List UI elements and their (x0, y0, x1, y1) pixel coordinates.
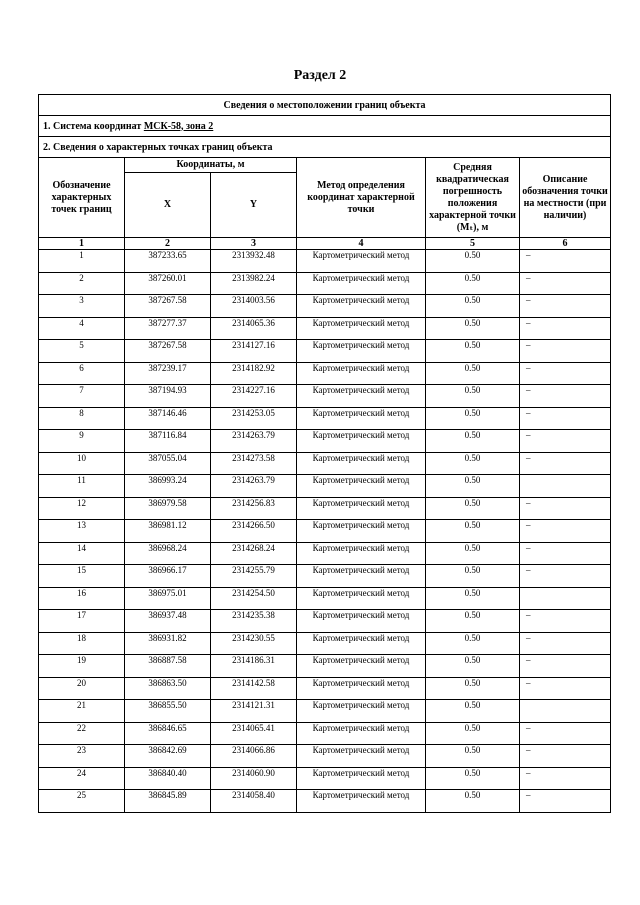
table-row (39, 655, 611, 678)
cell-y: 2314230.55 (211, 632, 297, 655)
cell-error: 0.50 (426, 610, 520, 633)
cell-point-number: 24 (39, 767, 125, 790)
cell-x: 387267.58 (125, 295, 211, 318)
table-row (39, 745, 611, 768)
cell-description (520, 700, 611, 723)
cell-description: – (520, 497, 611, 520)
cell-description: – (520, 520, 611, 543)
column-number: 4 (297, 238, 426, 250)
cell-description: – (520, 542, 611, 565)
cell-x: 387194.93 (125, 385, 211, 408)
cell-method: Картометрический метод (297, 407, 426, 430)
cell-method: Картометрический метод (297, 340, 426, 363)
cell-method: Картометрический метод (297, 655, 426, 678)
cell-x: 386993.24 (125, 475, 211, 498)
cell-error: 0.50 (426, 632, 520, 655)
cell-point-number: 3 (39, 295, 125, 318)
cell-x: 386855.50 (125, 700, 211, 723)
cell-method: Картометрический метод (297, 632, 426, 655)
cell-description: – (520, 407, 611, 430)
cell-description: – (520, 295, 611, 318)
cell-error: 0.50 (426, 565, 520, 588)
header-method: Метод определения координат характерной точки (297, 158, 426, 238)
cell-point-number: 7 (39, 385, 125, 408)
table-title: Сведения о местоположении границ объекта (39, 95, 611, 116)
cell-point-number: 13 (39, 520, 125, 543)
cell-y: 2314256.83 (211, 497, 297, 520)
cell-error: 0.50 (426, 407, 520, 430)
column-numbers-row (39, 238, 611, 250)
cell-point-number: 18 (39, 632, 125, 655)
cell-description: – (520, 250, 611, 273)
cell-method: Картометрический метод (297, 385, 426, 408)
cell-point-number: 15 (39, 565, 125, 588)
header-description: Описание обозначения точки на местности (при наличии) (520, 158, 611, 238)
cell-method: Картометрический метод (297, 362, 426, 385)
cell-method: Картометрический метод (297, 542, 426, 565)
column-number: 5 (426, 238, 520, 250)
table-row (39, 340, 611, 363)
table-row (39, 632, 611, 655)
table-row (39, 272, 611, 295)
table-row (39, 317, 611, 340)
cell-error: 0.50 (426, 745, 520, 768)
cell-point-number: 10 (39, 452, 125, 475)
cell-error: 0.50 (426, 385, 520, 408)
cell-description: – (520, 610, 611, 633)
cell-y: 2314066.86 (211, 745, 297, 768)
header-designation: Обозначение характерных точек границ (39, 158, 125, 238)
coordinate-system-label: 1. Система координат (43, 120, 144, 132)
cell-error: 0.50 (426, 677, 520, 700)
cell-y: 2314268.24 (211, 542, 297, 565)
table-row (39, 767, 611, 790)
cell-x: 386979.58 (125, 497, 211, 520)
cell-y: 2314266.50 (211, 520, 297, 543)
cell-error: 0.50 (426, 542, 520, 565)
cell-y: 2314142.58 (211, 677, 297, 700)
cell-error: 0.50 (426, 250, 520, 273)
cell-description (520, 587, 611, 610)
cell-error: 0.50 (426, 295, 520, 318)
cell-point-number: 14 (39, 542, 125, 565)
cell-y: 2314227.16 (211, 385, 297, 408)
cell-y: 2314235.38 (211, 610, 297, 633)
table-row (39, 520, 611, 543)
cell-description: – (520, 632, 611, 655)
table-row (39, 542, 611, 565)
cell-description: – (520, 790, 611, 813)
cell-method: Картометрический метод (297, 565, 426, 588)
cell-x: 387116.84 (125, 430, 211, 453)
cell-y: 2314003.56 (211, 295, 297, 318)
cell-x: 386845.89 (125, 790, 211, 813)
cell-description: – (520, 340, 611, 363)
cell-description: – (520, 655, 611, 678)
cell-x: 387233.65 (125, 250, 211, 273)
cell-method: Картометрический метод (297, 767, 426, 790)
column-number: 3 (211, 238, 297, 250)
cell-method: Картометрический метод (297, 587, 426, 610)
table-row (39, 475, 611, 498)
table-row (39, 407, 611, 430)
cell-x: 386968.24 (125, 542, 211, 565)
table-row (39, 385, 611, 408)
cell-error: 0.50 (426, 722, 520, 745)
points-heading: 2. Сведения о характерных точках границ объекта (39, 137, 611, 158)
cell-point-number: 16 (39, 587, 125, 610)
cell-x: 386846.65 (125, 722, 211, 745)
cell-point-number: 17 (39, 610, 125, 633)
cell-method: Картометрический метод (297, 475, 426, 498)
cell-point-number: 20 (39, 677, 125, 700)
boundary-points-table (38, 94, 611, 813)
cell-point-number: 9 (39, 430, 125, 453)
cell-point-number: 8 (39, 407, 125, 430)
cell-description: – (520, 317, 611, 340)
cell-x: 386937.48 (125, 610, 211, 633)
page-title: Раздел 2 (293, 68, 347, 83)
table-row (39, 362, 611, 385)
cell-description: – (520, 430, 611, 453)
column-number: 2 (125, 238, 211, 250)
cell-description: – (520, 677, 611, 700)
cell-description: – (520, 385, 611, 408)
cell-y: 2314273.58 (211, 452, 297, 475)
cell-method: Картометрический метод (297, 272, 426, 295)
cell-point-number: 25 (39, 790, 125, 813)
cell-error: 0.50 (426, 272, 520, 295)
cell-point-number: 5 (39, 340, 125, 363)
table-row (39, 250, 611, 273)
cell-method: Картометрический метод (297, 317, 426, 340)
cell-x: 387267.58 (125, 340, 211, 363)
table-row (39, 430, 611, 453)
cell-method: Картометрический метод (297, 722, 426, 745)
cell-error: 0.50 (426, 452, 520, 475)
cell-method: Картометрический метод (297, 700, 426, 723)
cell-x: 387146.46 (125, 407, 211, 430)
cell-method: Картометрический метод (297, 250, 426, 273)
table-row (39, 790, 611, 813)
table-row (39, 722, 611, 745)
table-row (39, 295, 611, 318)
header-coordinates: Координаты, м (125, 158, 297, 173)
cell-y: 2314065.36 (211, 317, 297, 340)
cell-method: Картометрический метод (297, 677, 426, 700)
cell-method: Картометрический метод (297, 295, 426, 318)
cell-x: 387055.04 (125, 452, 211, 475)
cell-description: – (520, 362, 611, 385)
cell-method: Картометрический метод (297, 452, 426, 475)
cell-error: 0.50 (426, 475, 520, 498)
cell-method: Картометрический метод (297, 430, 426, 453)
cell-y: 2314263.79 (211, 430, 297, 453)
cell-point-number: 4 (39, 317, 125, 340)
cell-point-number: 23 (39, 745, 125, 768)
cell-x: 386966.17 (125, 565, 211, 588)
cell-y: 2314058.40 (211, 790, 297, 813)
cell-error: 0.50 (426, 430, 520, 453)
table-row (39, 610, 611, 633)
cell-error: 0.50 (426, 655, 520, 678)
header-x: X (125, 173, 211, 238)
cell-description: – (520, 272, 611, 295)
cell-y: 2314255.79 (211, 565, 297, 588)
header-y: Y (211, 173, 297, 238)
cell-point-number: 22 (39, 722, 125, 745)
cell-error: 0.50 (426, 767, 520, 790)
cell-y: 2314182.92 (211, 362, 297, 385)
table-row (39, 677, 611, 700)
column-number: 1 (39, 238, 125, 250)
cell-x: 387277.37 (125, 317, 211, 340)
cell-error: 0.50 (426, 340, 520, 363)
cell-point-number: 19 (39, 655, 125, 678)
cell-x: 386975.01 (125, 587, 211, 610)
cell-description: – (520, 565, 611, 588)
cell-y: 2313982.24 (211, 272, 297, 295)
table-row (39, 587, 611, 610)
table-row (39, 497, 611, 520)
cell-point-number: 21 (39, 700, 125, 723)
cell-point-number: 2 (39, 272, 125, 295)
cell-y: 2313932.48 (211, 250, 297, 273)
cell-description: – (520, 722, 611, 745)
cell-description: – (520, 452, 611, 475)
cell-description (520, 475, 611, 498)
cell-error: 0.50 (426, 587, 520, 610)
cell-method: Картометрический метод (297, 745, 426, 768)
cell-error: 0.50 (426, 497, 520, 520)
coordinate-system-value: МСК-58, зона 2 (143, 120, 214, 132)
table-row (39, 700, 611, 723)
cell-x: 386842.69 (125, 745, 211, 768)
header-error: Средняя квадратическая погрешность положения характерной точки (Mₜ), м (426, 158, 520, 238)
table-row (39, 452, 611, 475)
cell-x: 386887.58 (125, 655, 211, 678)
cell-point-number: 11 (39, 475, 125, 498)
cell-x: 387260.01 (125, 272, 211, 295)
cell-error: 0.50 (426, 700, 520, 723)
column-number: 6 (520, 238, 611, 250)
cell-y: 2314186.31 (211, 655, 297, 678)
cell-y: 2314263.79 (211, 475, 297, 498)
cell-error: 0.50 (426, 520, 520, 543)
cell-x: 386863.50 (125, 677, 211, 700)
cell-method: Картометрический метод (297, 610, 426, 633)
cell-x: 387239.17 (125, 362, 211, 385)
cell-description: – (520, 745, 611, 768)
cell-x: 386931.82 (125, 632, 211, 655)
cell-x: 386981.12 (125, 520, 211, 543)
cell-x: 386840.40 (125, 767, 211, 790)
cell-method: Картометрический метод (297, 520, 426, 543)
cell-method: Картометрический метод (297, 790, 426, 813)
cell-point-number: 6 (39, 362, 125, 385)
cell-method: Картометрический метод (297, 497, 426, 520)
cell-error: 0.50 (426, 317, 520, 340)
cell-y: 2314121.31 (211, 700, 297, 723)
cell-y: 2314254.50 (211, 587, 297, 610)
cell-y: 2314127.16 (211, 340, 297, 363)
cell-point-number: 12 (39, 497, 125, 520)
cell-error: 0.50 (426, 362, 520, 385)
cell-error: 0.50 (426, 790, 520, 813)
cell-point-number: 1 (39, 250, 125, 273)
table-row (39, 565, 611, 588)
coordinate-system-line (39, 116, 611, 137)
cell-y: 2314253.05 (211, 407, 297, 430)
cell-y: 2314060.90 (211, 767, 297, 790)
cell-description: – (520, 767, 611, 790)
cell-y: 2314065.41 (211, 722, 297, 745)
